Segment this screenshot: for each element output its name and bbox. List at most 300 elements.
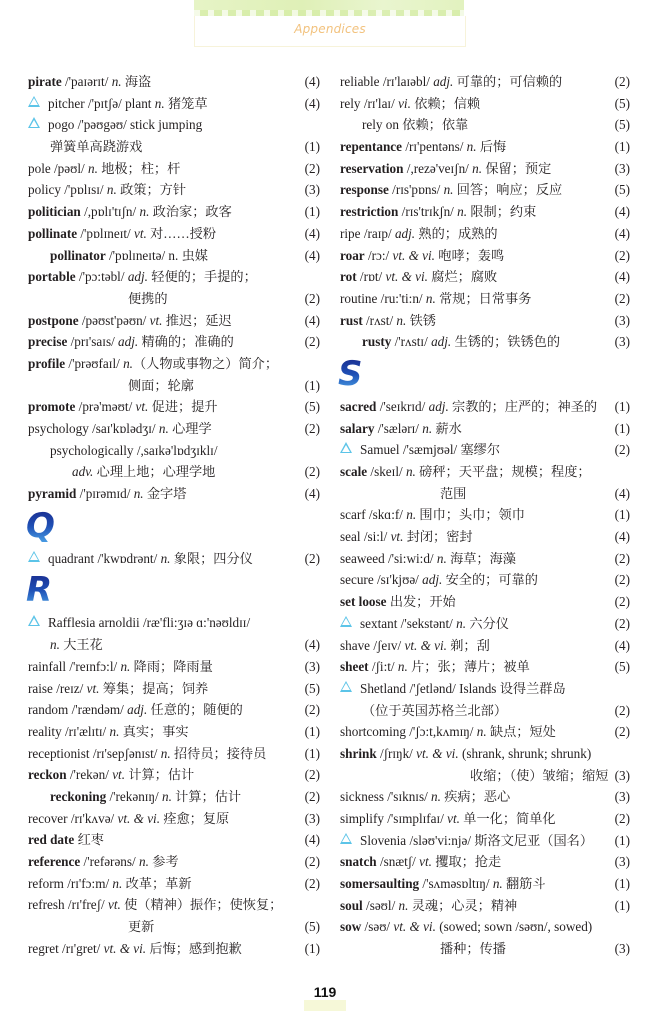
triangle-marker-icon [28,551,40,562]
entry-unit-count: (1) [614,139,630,155]
entry-gloss: 便携的 [128,290,168,306]
entry-part-of-speech: n. [406,507,417,523]
entry-unit-count: (1) [304,204,320,220]
entry-part-of-speech: vt. [419,854,432,870]
glossary-entry [28,851,320,873]
entry-part-of-speech: n. [476,724,487,740]
entry-phonetic: /snætʃ/ [376,854,420,870]
glossary-entry [340,136,630,158]
entry-headword: profile [28,355,66,371]
entry-unit-count: (4) [614,204,630,220]
entry-part-of-speech: n. [431,789,441,805]
entry-phonetic: /'prəʊfaɪl/ [65,355,124,371]
entry-part-of-speech: n. [397,659,408,675]
entry-headword: soul [340,897,363,913]
entry-unit-count: (4) [304,832,320,848]
entry-headword: random [28,702,69,718]
entry-unit-count: (4) [304,247,320,263]
entry-unit-count: (2) [614,811,630,826]
entry-headword: salary [340,420,375,436]
glossary-entry [340,71,630,93]
glossary-entry [340,916,630,938]
entry-unit-count: (5) [304,399,320,415]
glossary-entry [28,483,320,505]
entry-headword: precise [28,334,68,350]
entry-part-of-speech: n. [436,550,447,566]
entry-headword: receptionist [28,745,90,761]
entry-unit-count: (2) [614,594,630,610]
entry-gloss: 痊愈；复原 [160,810,230,826]
glossary-entry [28,418,320,440]
entry-headword: pollinator [50,247,106,263]
entry-gloss: 任意的；随便的 [147,702,243,718]
entry-headword: portable [28,269,76,285]
glossary-entry-continuation [340,938,630,960]
glossary-entry [28,179,320,201]
entry-part-of-speech: adj. [127,702,148,718]
entry-phonetic: 出发；开始 [386,594,456,610]
entry-part-of-speech: n. [398,897,409,913]
entry-unit-count: (2) [614,247,630,263]
entry-gloss: 封闭；密封 [403,529,473,545]
entry-gloss: 海盗 [121,74,152,89]
entry-gloss: 推迟；延迟 [162,312,232,328]
glossary-entry-continuation [340,331,630,353]
entry-part-of-speech: n. [160,550,171,566]
glossary-entry [28,223,320,245]
entry-part-of-speech: vt. [133,225,147,241]
entry-phonetic: /'si:wi:d/ [384,550,437,566]
entry-unit-count: (5) [614,659,630,675]
entry-gloss: 翻筋斗 [502,876,546,892]
triangle-marker-icon [28,117,40,128]
entry-gloss: 侧面；轮廓 [128,377,194,393]
entry-gloss: 单一化；简单化 [459,811,556,826]
glossary-entry-continuation [28,786,320,808]
entry-unit-count: (1) [614,897,630,913]
entry-phonetic: /,rezə'veɪʃn/ [403,160,473,176]
glossary-entry [28,612,320,634]
entry-gloss: 围巾；头巾；领巾 [416,507,525,523]
entry-gloss: 剃；刮 [446,637,490,653]
entry-unit-count: (2) [614,442,630,458]
entry-gloss: 降雨；降雨量 [130,658,213,674]
entry-phonetic: /'pɪtʃə/ plant [84,95,155,111]
glossary-entry [28,353,320,375]
entry-phonetic: /'kwɒdrənt/ [94,550,161,566]
entry-headword: rainfall [28,658,67,674]
entry-phonetic: /rɪ'ælɪtɪ/ [61,723,110,739]
entry-phonetic: /rɪ'freʃ/ [64,897,108,913]
entry-phonetic: /skɑ:f/ [365,507,407,523]
glossary-entry-continuation [28,440,320,462]
entry-headword: simplify [340,811,384,826]
glossary-entry [28,331,320,353]
glossary-entry [28,678,320,700]
entry-headword: rusty [362,334,392,350]
entry-phonetic: /sləʊ'vi:njə/ 斯洛文尼亚（国名） [406,832,594,848]
entry-unit-count: (2) [304,290,320,306]
entry-unit-count: (3) [614,160,630,176]
entry-unit-count: (2) [304,334,320,350]
entry-unit-count: (1) [614,832,630,848]
entry-phonetic: /rɪ'pentəns/ [402,139,467,155]
entry-gloss: 回答；响应；反应 [453,182,563,198]
entry-headword: psychology [28,421,89,436]
entry-headword: Shetland [360,680,407,696]
entry-headword: pyramid [28,486,77,502]
glossary-entry [340,656,630,678]
entry-unit-count: (3) [304,182,320,198]
entry-gloss: 收缩；（使）皱缩；缩短 [470,767,609,783]
entry-phonetic: /'sælərɪ/ [374,420,423,436]
entry-unit-count: (5) [614,95,630,111]
entry-unit-count: (2) [304,702,320,718]
entry-unit-count: (1) [304,745,320,761]
glossary-entry-continuation [28,634,320,656]
entry-unit-count: (1) [614,420,630,436]
entry-gloss: 保留；预定 [482,160,552,176]
entry-part-of-speech: n. [405,464,416,479]
entry-part-of-speech: vt. & vi. [404,637,447,653]
glossary-entry [28,938,320,960]
entry-headword: sickness [340,789,384,805]
entry-headword: reliable [340,74,380,89]
entry-gloss: 弹簧单高跷游戏 [50,139,143,155]
entry-gloss: 常规；日常事务 [435,290,532,306]
entry-phonetic: /sɪ'kjʊə/ [373,572,423,588]
entry-gloss: 后悔 [476,139,507,155]
entry-phonetic: /,saɪkə'lɒdʒɪklɪ/ [133,442,218,458]
entry-part-of-speech: adj. [422,572,443,588]
entry-gloss: 使（精神）振作；使恢复； [120,897,283,913]
entry-phonetic: /'pɒlɪsɪ/ [60,182,107,198]
entry-phonetic: /'reɪnfɔ:l/ [66,658,121,674]
glossary-entry-continuation [340,483,630,505]
entry-part-of-speech: adv. [72,464,94,480]
entry-part-of-speech: n. [492,876,503,892]
entry-gloss: 大王花 [59,637,103,653]
glossary-entry [28,656,320,678]
entry-headword: pirate [28,74,62,89]
entry-phonetic: /ru:'ti:n/ [377,290,426,306]
entry-headword: raise [28,680,53,696]
entry-gloss: 猪笼草 [164,95,208,111]
glossary-entry [28,808,320,830]
entry-part-of-speech: n. [111,74,122,89]
entry-headword: repentance [340,139,403,155]
entry-unit-count: (3) [614,334,630,350]
entry-gloss: 更新 [128,919,155,935]
section-letter-glyph: Q [26,505,55,546]
entry-part-of-speech: n. [443,182,454,198]
entry-phonetic: /ʃrɪŋk/ [376,745,417,761]
triangle-marker-icon [28,96,40,107]
page-number: 119 [313,984,337,1000]
entry-unit-count: (1) [304,377,320,393]
entry-unit-count: (1) [304,139,320,155]
entry-phonetic: /raɪp/ [360,225,395,241]
glossary-entry [340,504,630,526]
entry-headword: refresh [28,897,65,913]
entry-phonetic: /rɪs'trɪkʃn/ [398,204,458,220]
entry-phonetic: /rɪ'laɪ/ [360,95,399,111]
entry-gloss: 海草；海藻 [446,550,516,566]
entry-gloss: 政治家；政客 [149,204,232,220]
glossary-entry-continuation [340,765,630,787]
glossary-entry [340,526,630,548]
entry-phonetic: /'rekən/ [66,767,113,783]
entry-headword: policy [28,182,61,198]
glossary-entry [340,461,630,483]
entry-phonetic: /reɪz/ [52,680,87,696]
entry-headword: reckoning [50,788,107,804]
entry-part-of-speech: adj. [431,334,452,350]
entry-headword: reservation [340,160,404,176]
glossary-entry [340,569,630,591]
entry-gloss: 计算；估计 [171,788,242,804]
entry-unit-count: (2) [304,464,320,480]
entry-part-of-speech: n. [120,658,131,674]
entry-gloss: 心理学 [168,421,212,436]
entry-phonetic: /'sʌməsɒltɪŋ/ [419,876,493,892]
glossary-entry [340,179,630,201]
glossary-entry [28,71,320,93]
entry-headword: scale [340,464,368,479]
entry-phonetic: /rɒt/ [356,269,386,285]
entry-part-of-speech: vt. & vi. [103,940,147,956]
entry-gloss: 计算；估计 [125,767,195,783]
glossary-entry [340,418,630,440]
glossary-entry-continuation [28,245,320,267]
entry-phonetic: /'sɪknɪs/ [383,789,432,805]
glossary-entry [28,721,320,743]
entry-part-of-speech: n. [456,615,467,631]
section-letter-glyph: S [338,353,363,394]
glossary-entry [340,158,630,180]
glossary-entry [28,114,320,136]
entry-phonetic: /rɪ'gret/ [58,940,104,956]
entry-unit-count: (1) [304,723,320,739]
entry-phonetic: /rɪ'laɪəbl/ [379,74,434,89]
header-banner [194,0,464,16]
entry-headword: reform [28,875,64,891]
entry-part-of-speech: vt. & vi. [393,919,436,935]
entry-gloss: 生锈的；铁锈色的 [451,334,561,350]
glossary-entry-continuation [28,916,320,938]
entry-phonetic: /saɪ'kɒlədʒɪ/ [88,421,159,436]
entry-headword: shrink [340,745,377,761]
entry-part-of-speech: vt. & vi. [392,247,435,263]
entry-phonetic: /pəʊst'pəʊn/ [78,312,150,328]
glossary-entry [340,288,630,310]
entry-unit-count: (4) [614,269,630,285]
entry-gloss: 限制；约束 [467,204,537,220]
entry-unit-count: (2) [304,788,320,804]
entry-headword: shave [340,637,371,653]
entry-gloss: 对……授粉 [146,225,217,241]
glossary-entry-continuation [340,114,630,136]
entry-unit-count: (4) [614,485,630,501]
section-title: Appendices [294,22,366,36]
entry-part-of-speech: n. [112,875,123,891]
entry-headword: quadrant [48,550,95,566]
entry-gloss: 心理上地；心理学地 [93,464,216,480]
entry-headword: sextant [360,615,398,631]
glossary-entry [340,245,630,267]
entry-part-of-speech: n. [106,182,117,198]
entry-part-of-speech: vt. & vi. [385,269,428,285]
entry-part-of-speech: vt. [86,680,100,696]
entry-part-of-speech: vt. & vi. [416,745,459,761]
entry-phonetic: /'ʃɔ:t,kʌmɪŋ/ [405,724,477,740]
entry-phonetic: /rɪ'fɔ:m/ [63,875,113,891]
entry-unit-count: (5) [304,919,320,935]
entry-unit-count: (4) [304,95,320,111]
entry-gloss: 象限；四分仪 [170,550,253,566]
entry-phonetic: /səʊl/ [362,897,399,913]
glossary-entry [340,201,630,223]
entry-part-of-speech: n. [133,486,144,502]
entry-phonetic: /rɪ'sepʃənɪst/ [89,745,161,761]
entry-phonetic: /'ʃetlənd/ Islands 设得兰群岛 [406,680,566,696]
entry-part-of-speech: adj. [428,398,449,414]
entry-unit-count: (2) [304,875,320,891]
entry-phonetic: /'pɒlɪneɪt/ [77,225,134,241]
glossary-entry [28,310,320,332]
glossary-entry [28,873,320,895]
entry-phonetic: /skeɪl/ [367,464,406,479]
entry-part-of-speech: vt. [112,767,126,783]
entry-part-of-speech: adj. [118,334,139,350]
glossary-entry [28,158,320,180]
glossary-entry-continuation [340,700,630,722]
entry-headword: rust [340,312,363,328]
entry-part-of-speech: n. [425,290,436,306]
entry-part-of-speech: adj. [433,74,454,89]
entry-headword: sheet [340,659,369,675]
glossary-entry [340,93,630,115]
entry-headword: roar [340,247,365,263]
entry-phonetic: 依赖；依靠 [399,117,469,133]
entry-unit-count: (3) [614,312,630,328]
glossary-entry [28,93,320,115]
entry-phonetic: /səʊ/ [361,919,394,935]
glossary-entry-continuation [28,136,320,158]
entry-headword: restriction [340,204,399,220]
entry-headword: seal [340,529,361,545]
triangle-marker-icon [340,833,352,844]
entry-phonetic: /'sæmjʊəl/ 塞缪尔 [399,442,501,458]
entry-phonetic: /'pəʊgəʊ/ stick jumping [74,117,203,133]
glossary-entry [28,764,320,786]
entry-unit-count: (4) [614,225,630,241]
glossary-entry [340,808,630,830]
section-letter-glyph: R [26,570,53,611]
entry-unit-count: (2) [614,290,630,306]
entry-unit-count: (2) [614,550,630,566]
entry-headword: Slovenia [360,832,407,848]
entry-gloss: 腐烂；腐败 [427,269,498,285]
entry-gloss: 宗教的；庄严的；神圣的 [448,398,598,414]
entry-gloss: （位于英国苏格兰北部） [362,702,508,718]
entry-gloss: 依赖；信赖 [410,95,481,111]
entry-unit-count: (4) [304,486,320,502]
glossary-entry [340,635,630,657]
entry-headword: rely [340,95,361,111]
entry-headword: pitcher [48,95,85,111]
entry-part-of-speech: n. [457,204,468,220]
entry-part-of-speech: n. [161,788,172,804]
entry-part-of-speech: vi. [398,95,411,111]
entry-headword: set loose [340,594,387,610]
entry-phonetic: /rʌst/ [362,312,397,328]
section-letter [28,569,320,612]
entry-gloss: (shrank, shrunk; shrunk) [458,745,592,761]
entry-gloss: 六分仪 [466,615,509,631]
entry-part-of-speech: n. [109,723,120,739]
entry-part-of-speech: n. [472,160,483,176]
section-letter [28,505,320,548]
triangle-marker-icon [340,442,352,453]
entry-part-of-speech: vt. [447,811,460,826]
entry-headword: response [340,182,389,198]
triangle-marker-icon [340,681,352,692]
entry-unit-count: (2) [304,421,320,436]
entry-phonetic: /'pɒlɪneɪtə/ n. 虫媒 [105,247,208,263]
entry-headword: reference [28,854,81,869]
entry-unit-count: (2) [304,160,320,176]
entry-headword: recover [28,810,68,826]
entry-headword: ripe [340,225,361,241]
entry-phonetic: /rɪ'kʌvə/ [67,810,118,826]
entry-part-of-speech: n. [88,160,98,176]
entry-unit-count: (3) [304,810,320,826]
entry-gloss: 精确的；准确的 [138,334,234,350]
entry-headword: shortcoming [340,724,406,740]
entry-headword: routine [340,290,378,306]
entry-gloss: 金字塔 [143,486,187,502]
entry-unit-count: (2) [614,724,630,740]
entry-unit-count: (1) [304,940,320,956]
entry-unit-count: (2) [304,550,320,566]
glossary-entry [28,894,320,916]
entry-gloss: 安全的；可靠的 [442,572,538,588]
glossary-entry [340,266,630,288]
entry-gloss: 片；张；薄片；被单 [407,659,530,675]
entry-headword: seaweed [340,550,385,566]
entry-phonetic: /pəʊl/ [50,160,88,176]
glossary-column-right [340,71,630,960]
entry-unit-count: (3) [614,854,630,870]
entry-headword: scarf [340,507,366,523]
entry-unit-count: (1) [614,398,630,414]
entry-gloss: 政策；方针 [116,182,187,198]
entry-headword: sow [340,919,362,935]
entry-phonetic: /'paɪərɪt/ [61,74,112,89]
entry-gloss: 轻便的；手提的； [147,269,257,285]
entry-headword: Rafflesia arnoldii [48,615,140,631]
entry-unit-count: (4) [304,637,320,653]
glossary-entry [340,396,630,418]
entry-part-of-speech: n. [50,637,60,653]
entry-gloss: 可靠的；可信赖的 [453,74,563,89]
entry-part-of-speech: vt. [108,897,121,913]
entry-part-of-speech: n. [158,421,169,436]
entry-unit-count: (2) [614,572,630,588]
entry-unit-count: (3) [614,767,630,783]
entry-unit-count: (3) [614,941,630,957]
